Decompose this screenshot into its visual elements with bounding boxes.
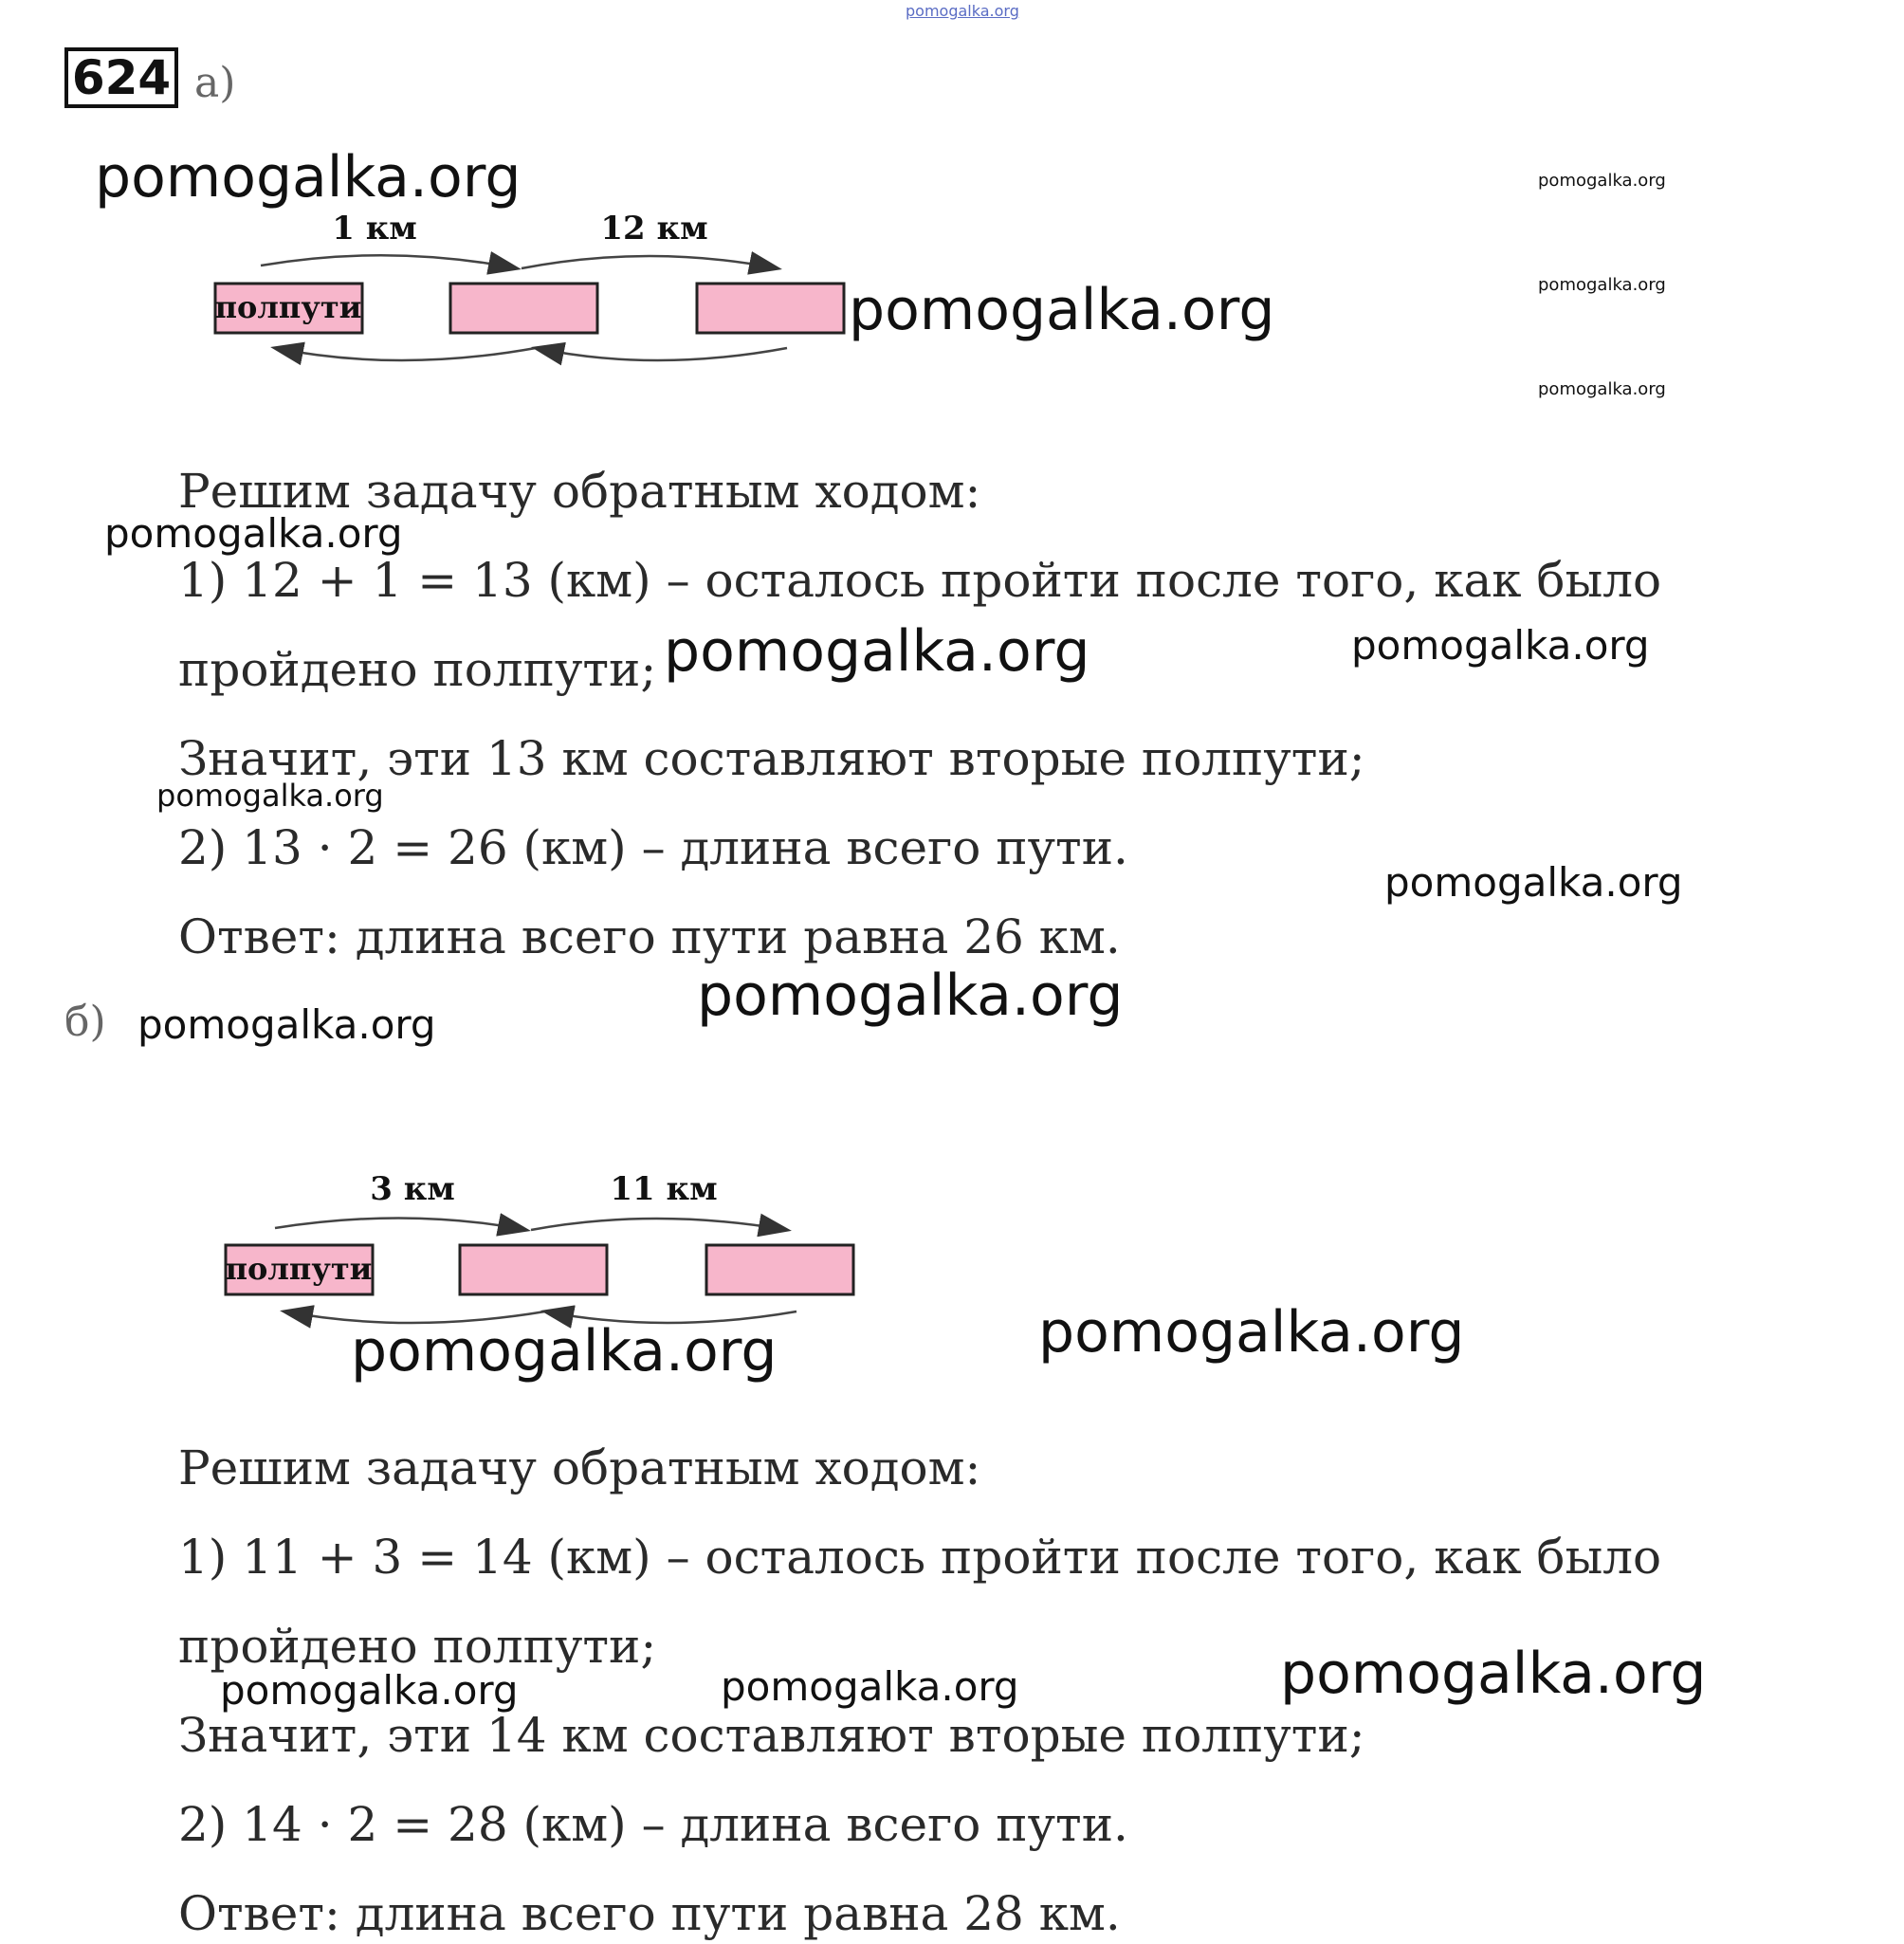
arrow-forward-2	[531, 1219, 787, 1230]
watermark: pomogalka.org	[1538, 379, 1666, 399]
part-a-label: а)	[194, 59, 236, 107]
watermark: pomogalka.org	[1351, 622, 1650, 669]
solution-b-line-2: 1) 11 + 3 = 14 (км) – осталось пройти после того, как было	[178, 1530, 1662, 1585]
watermark: pomogalka.org	[220, 1667, 519, 1714]
solution-b-answer: Ответ: длина всего пути равна 28 км.	[178, 1886, 1121, 1941]
watermark: pomogalka.org	[1538, 171, 1666, 191]
watermark: pomogalka.org	[1384, 859, 1683, 906]
segment-box-3	[706, 1245, 853, 1294]
solution-a-line-3: пройдено полпути;	[178, 642, 657, 697]
solution-b-line-5: 2) 14 · 2 = 28 (км) – длина всего пути.	[178, 1797, 1128, 1852]
distance-label-2: 12 км	[600, 210, 708, 248]
watermark: pomogalka.org	[664, 618, 1090, 685]
watermark: pomogalka.org	[1038, 1299, 1465, 1366]
arrow-forward-1	[275, 1218, 526, 1230]
solution-a-line-1: Решим задачу обратным ходом:	[178, 464, 981, 519]
watermark: pomogalka.org	[1538, 275, 1666, 295]
segment-box-3	[697, 284, 844, 333]
distance-label-1: 3 км	[370, 1171, 455, 1208]
watermark: pomogalka.org	[849, 277, 1275, 343]
watermark: pomogalka.org	[351, 1318, 778, 1385]
watermark-top: pomogalka.org	[906, 2, 1019, 20]
segment-box-1-label: полпути	[225, 1251, 373, 1287]
problem-number: 624	[64, 47, 178, 108]
watermark: pomogalka.org	[137, 1001, 436, 1048]
part-b-label: б)	[64, 998, 106, 1046]
segment-box-1-label: полпути	[214, 289, 362, 325]
solution-a-line-5: 2) 13 · 2 = 26 (км) – длина всего пути.	[178, 820, 1128, 875]
solution-b-line-1: Решим задачу обратным ходом:	[178, 1440, 981, 1495]
solution-b-line-4: Значит, эти 14 км составляют вторые полпути;	[178, 1708, 1365, 1763]
segment-box-2	[460, 1245, 607, 1294]
arrow-forward-2	[522, 256, 778, 268]
distance-label-1: 1 км	[332, 210, 417, 248]
solution-a-line-2: 1) 12 + 1 = 13 (км) – осталось пройти после того, как было	[178, 553, 1662, 608]
watermark: pomogalka.org	[95, 144, 522, 211]
watermark: pomogalka.org	[1280, 1641, 1707, 1707]
distance-label-2: 11 км	[610, 1171, 718, 1208]
solution-a-line-4: Значит, эти 13 км составляют вторые полпути;	[178, 731, 1365, 786]
solution-b-line-3: пройдено полпути;	[178, 1619, 657, 1674]
watermark: pomogalka.org	[104, 510, 403, 557]
watermark: pomogalka.org	[156, 778, 384, 814]
arrow-forward-1	[261, 255, 517, 268]
watermark: pomogalka.org	[721, 1663, 1019, 1710]
watermark: pomogalka.org	[697, 963, 1124, 1029]
arrow-back-1	[275, 348, 536, 360]
segment-box-2	[450, 284, 597, 333]
diagram-part-a	[199, 204, 863, 375]
diagram-part-b	[209, 1171, 872, 1342]
solution-a-answer: Ответ: длина всего пути равна 26 км.	[178, 909, 1121, 964]
arrow-back-2	[536, 348, 787, 360]
